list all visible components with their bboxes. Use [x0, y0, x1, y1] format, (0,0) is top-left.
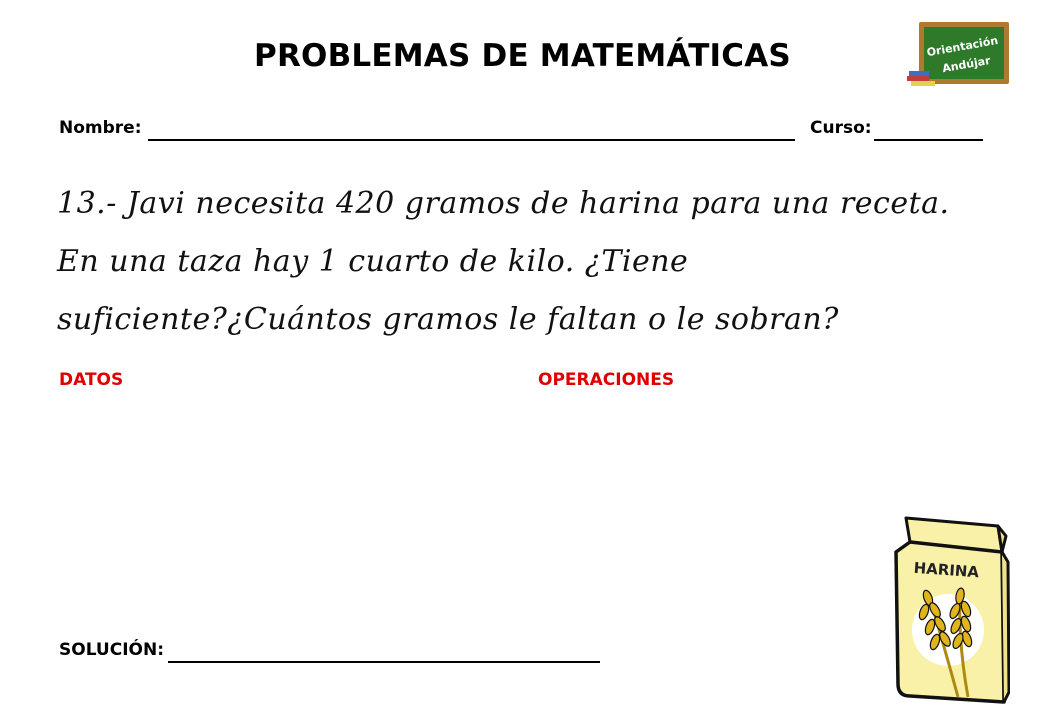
problem-line: suficiente?¿Cuántos gramos le faltan o le sobran? [57, 302, 839, 337]
flour-bag-illustration [888, 512, 1010, 707]
operations-section-label: OPERACIONES [538, 370, 675, 390]
course-label: Curso: [810, 118, 872, 138]
orientacion-andujar-logo [905, 20, 1015, 90]
solution-label: SOLUCIÓN: [59, 640, 165, 660]
name-field[interactable] [148, 139, 795, 141]
logo-line-2: Andújar [941, 53, 992, 76]
solution-field[interactable] [168, 661, 600, 663]
data-section-label: DATOS [59, 370, 124, 390]
problem-statement [57, 175, 997, 349]
page-title: PROBLEMAS DE MATEMÁTICAS [254, 38, 791, 74]
bag-label: HARINA [913, 558, 980, 582]
course-field[interactable] [874, 139, 983, 141]
logo-line-1: Orientación [925, 33, 1000, 60]
problem-line: 13.- Javi necesita 420 gramos de harina para una receta. [57, 186, 950, 221]
problem-line: En una taza hay 1 cuarto de kilo. ¿Tiene [57, 244, 689, 279]
name-label: Nombre: [59, 118, 142, 138]
